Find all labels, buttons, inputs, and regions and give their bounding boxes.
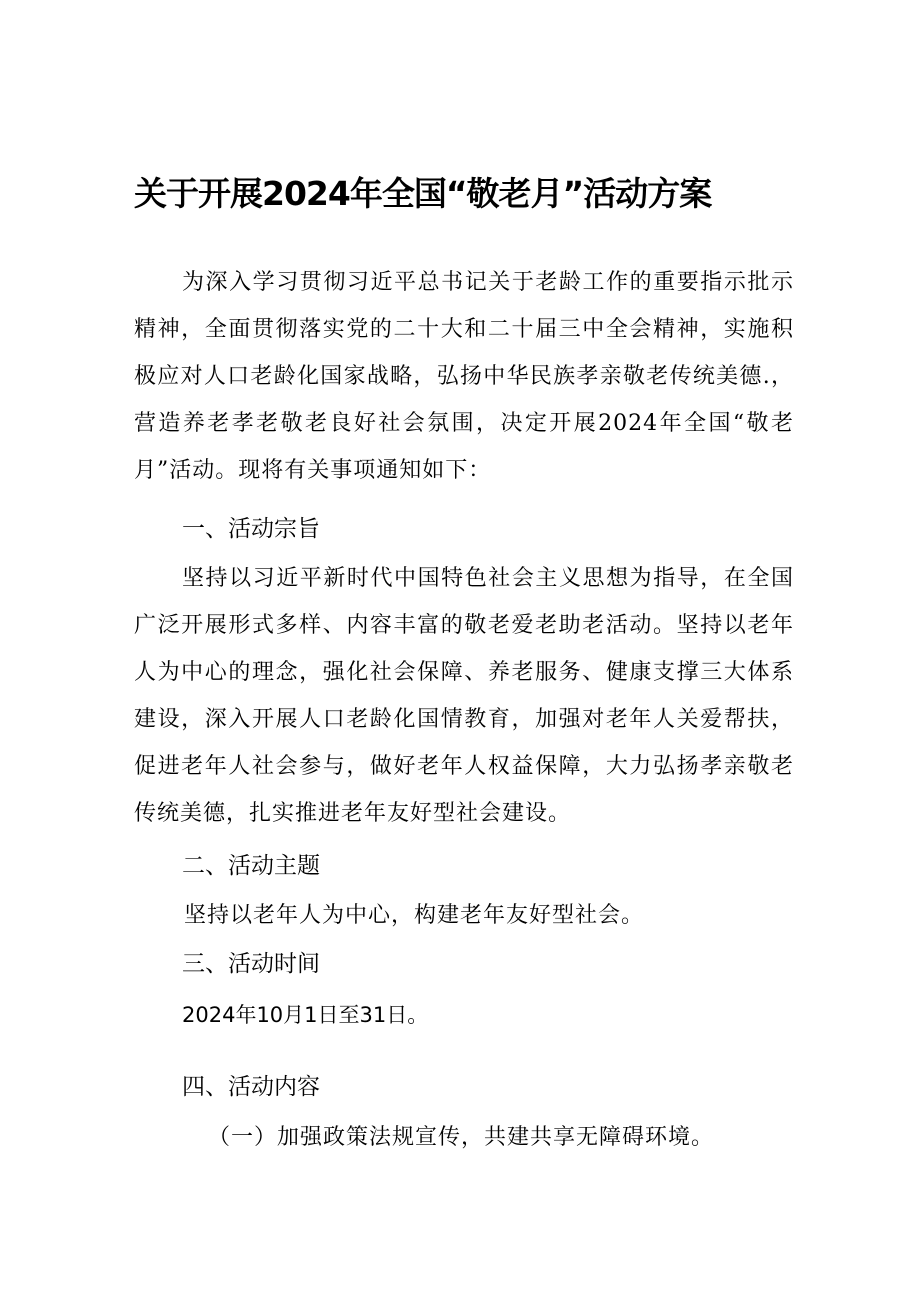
section-heading-theme: 二、活动主题 <box>182 853 320 879</box>
section-heading-purpose: 一、活动宗旨 <box>182 516 320 542</box>
section-text-purpose: 坚持以习近平新时代中国特色社会主义思想为指导，在全国广泛开展形式多样、内容丰富的敬老爱老助老活动。坚持以老年人为中心的理念，强化社会保障、养老服务、健康支撑三大体系建设，深入开展人口老龄化国情教育，加强对老年人关爱帮扶，促进老年人社会参与，做好老年人权益保障，大力弘扬孝亲敬老传统美德，扎实推进老年友好型社会建设。 <box>134 566 794 826</box>
intro-paragraph: 为深入学习贯彻习近平总书记关于老龄工作的重要指示批示精神，全面贯彻落实党的二十大和二十届三中全会精神，实施积极应对人口老龄化国家战略，弘扬中华民族孝亲敬老传统美德.，营造养老孝老敬老良好社会氛围，决定开展2024年全国“敬老月”活动。现将有关事项通知如下： <box>134 270 794 483</box>
section-heading-content: 四、活动内容 <box>182 1074 320 1100</box>
section-text-theme: 坚持以老年人为中心，构建老年友好型社会。 <box>184 903 645 928</box>
section-text-content: （一）加强政策法规宣传，共建共享无障碍环境。 <box>208 1125 715 1150</box>
section-text-time: 2024年10月1日至31日。 <box>182 1003 429 1027</box>
section-heading-time: 三、活动时间 <box>182 951 320 977</box>
document-title: 关于开展2024年全国“敬老月”活动方案 <box>134 174 712 213</box>
